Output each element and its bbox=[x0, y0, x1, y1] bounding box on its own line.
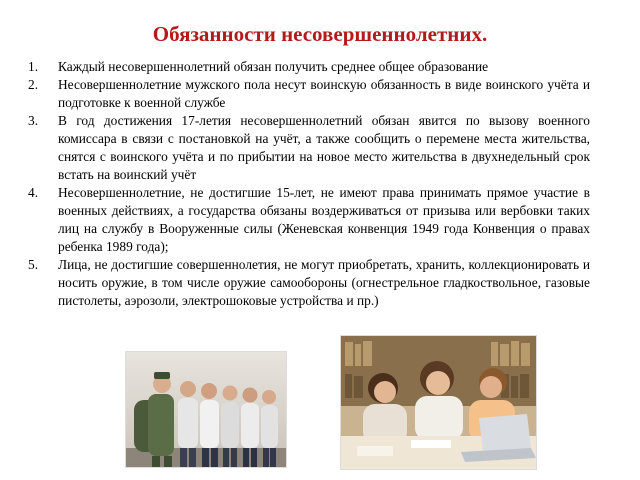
duties-list bbox=[22, 58, 590, 310]
list-item-text: Несовершеннолетние, не достигшие 15-лет, не имеют права принимать прямое участие в военных действиях, а государства обязаны воздерживаться от призыва или вербовки таких лиц на службу в Вооруженные силы (Женевская конвенция 1949 года Конвенция о правах ребенка 1989 года); bbox=[58, 185, 590, 254]
students-photo bbox=[340, 335, 537, 470]
list-item bbox=[22, 76, 590, 112]
list-item-text: Лица, не достигшие совершеннолетия, не могут приобретать, хранить, коллекционировать и носить оружие, в том числе оружие самообороны (огнестрельное гладкоствольное, газовые пистолеты, аэрозоли, электрошоковые устройства и пр.) bbox=[58, 257, 590, 308]
list-item bbox=[22, 256, 590, 310]
conscripts-photo bbox=[125, 351, 287, 468]
list-item bbox=[22, 58, 590, 76]
list-item-text: Каждый несовершеннолетний обязан получить среднее общее образование bbox=[58, 59, 489, 74]
conscripts-illustration bbox=[126, 352, 286, 467]
list-item-number: 5. bbox=[28, 257, 39, 272]
list-item-text: В год достижения 17-летия несовершеннолетний обязан явится по вызову военного комиссара в связи с постановкой на учёт, а также сообщить о перемене места жительства, снятся с воинского учёта и по прибытии на новое место жительства в двухнедельный срок встать на воинский учёт bbox=[58, 113, 590, 182]
list-item bbox=[22, 184, 590, 256]
page-title: Обязанности несовершеннолетних. bbox=[152, 22, 488, 46]
students-illustration bbox=[341, 336, 536, 469]
list-item-number: 3. bbox=[28, 113, 39, 128]
list-item-number: 4. bbox=[28, 185, 39, 200]
list-item-text: Несовершеннолетние мужского пола несут воинскую обязанность в виде воинского учёта и подготовке к военной службе bbox=[58, 77, 590, 110]
list-item-number: 1. bbox=[28, 59, 39, 74]
list-item bbox=[22, 112, 590, 184]
list-item-number: 2. bbox=[28, 77, 39, 92]
